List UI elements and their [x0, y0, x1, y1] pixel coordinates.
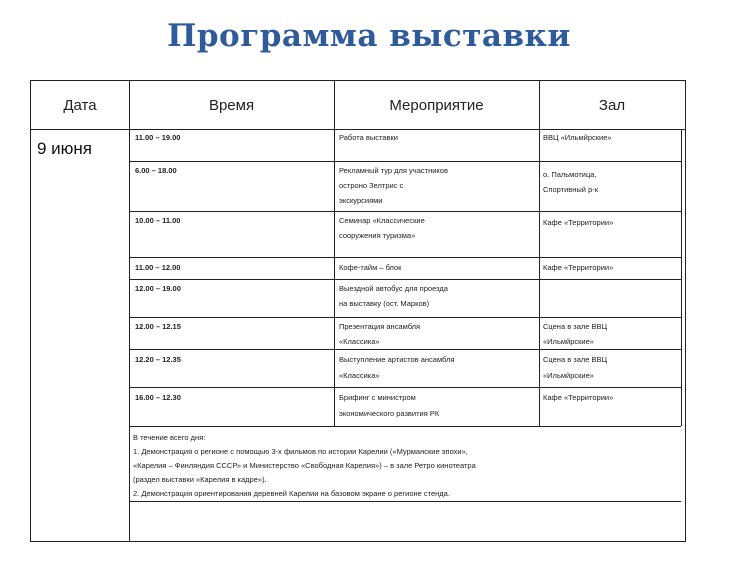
- row-event: Семинар «Классические: [339, 216, 425, 225]
- row-event: Рекламный тур для участников: [339, 166, 448, 175]
- row-event: Работа выставки: [339, 133, 398, 142]
- column-divider: [334, 129, 335, 426]
- row-hall: Кафе «Территории»: [543, 263, 614, 272]
- column-divider: [681, 129, 682, 426]
- row-divider: [129, 257, 681, 258]
- row-event: «Классика»: [339, 337, 380, 346]
- row-hall: Сцена в зале ВВЦ: [543, 355, 608, 364]
- column-divider: [539, 81, 540, 129]
- row-time: 10.00 – 11.00: [135, 216, 181, 225]
- header-event: Мероприятие: [389, 96, 484, 114]
- footer-line: 1. Демонстрация о регионе с помощью 3-х фильмов по истории Карелии («Мурманские эпохи»,: [133, 447, 468, 456]
- row-hall: Сцена в зале ВВЦ: [543, 322, 608, 331]
- row-time: 12.00 – 19.00: [135, 284, 181, 293]
- footer-line: (раздел выставки «Карелия в кадре»).: [133, 475, 267, 484]
- row-time: 12.00 – 12.15: [135, 322, 181, 331]
- page-title: Программа выставки: [167, 18, 571, 54]
- row-event: Выступление артистов ансамбля: [339, 355, 455, 364]
- footer-line: 2. Демонстрация ориентирования деревней Карелии на базовом экране о регионе стенда.: [133, 489, 450, 498]
- row-hall: «Ильмйрские»: [543, 337, 594, 346]
- row-event: экскурсиями: [339, 196, 383, 205]
- row-event: на выставку (ост. Марков): [339, 299, 430, 308]
- row-divider: [129, 279, 681, 280]
- footer-notes: [133, 431, 685, 501]
- program-table: [30, 80, 686, 542]
- header-time: Время: [208, 96, 255, 114]
- row-hall: Кафе «Территории»: [543, 218, 614, 227]
- row-hall: Спортивный р-к: [543, 185, 599, 194]
- column-divider: [539, 129, 540, 426]
- row-event: Брифинг с министром: [339, 393, 416, 402]
- row-time: 12.20 – 12.35: [135, 355, 181, 364]
- row-event: Презентация ансамбля: [339, 322, 421, 331]
- row-hall: ВВЦ «Ильмйрские»: [543, 133, 612, 142]
- row-time: 6.00 – 18.00: [135, 166, 177, 175]
- header-hall: Зал: [598, 96, 626, 114]
- row-event: Выездной автобус для проезда: [339, 284, 448, 293]
- row-event: сооружения туризма»: [339, 231, 416, 240]
- row-event: остроно Зелтрис с: [339, 181, 404, 190]
- row-hall: о. Пальмотица,: [543, 170, 597, 179]
- row-hall: «Ильмйрские»: [543, 371, 594, 380]
- row-divider: [129, 211, 681, 212]
- row-divider: [129, 426, 681, 427]
- row-hall: Кафе «Территории»: [543, 393, 614, 402]
- header-date: Дата: [63, 96, 97, 114]
- row-time: 11.00 – 12.00: [135, 263, 181, 272]
- row-time: 11.00 – 19.00: [135, 133, 181, 142]
- row-time: 16.00 – 12.30: [135, 393, 181, 402]
- footer-line: «Карелия – Финляндия СССР» и Министерство «Свободная Карелия») – в зале Ретро кинотеатра: [133, 461, 476, 470]
- row-divider: [129, 387, 681, 388]
- row-divider: [129, 161, 681, 162]
- row-divider: [129, 349, 681, 350]
- row-divider: [129, 501, 681, 502]
- row-event: «Классика»: [339, 371, 380, 380]
- row-event: экономического развития РК: [339, 409, 440, 418]
- column-divider: [334, 81, 335, 129]
- date-label: 9 июня: [37, 139, 93, 158]
- row-divider: [129, 317, 681, 318]
- column-divider: [129, 81, 130, 541]
- footer-line: В течение всего дня:: [133, 433, 206, 442]
- row-event: Кофе-тайм – блок: [339, 263, 402, 272]
